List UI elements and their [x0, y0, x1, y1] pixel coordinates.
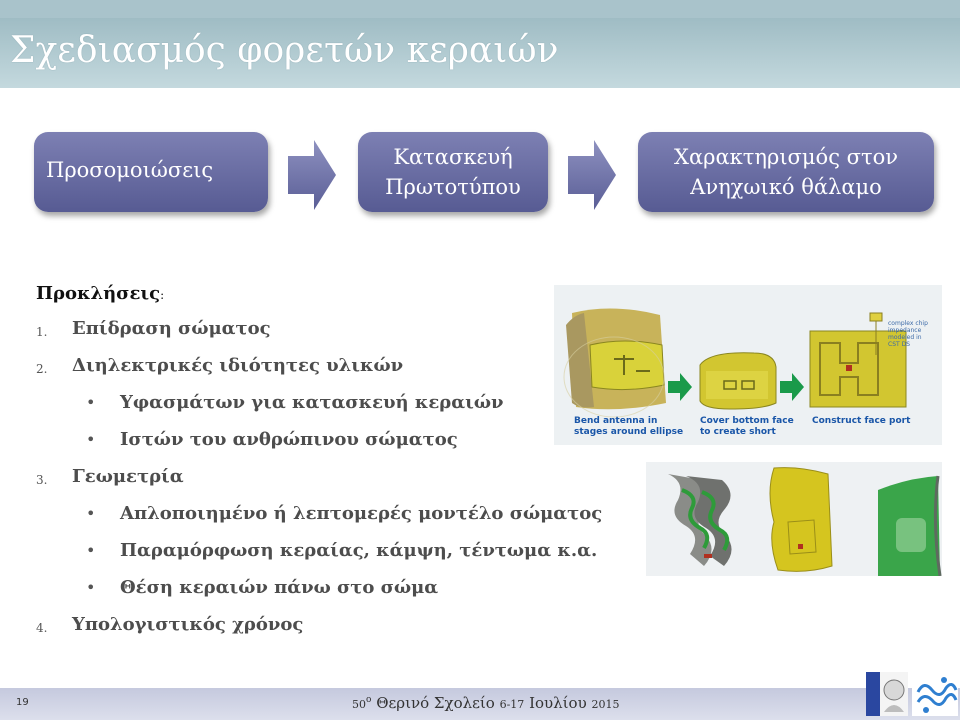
- bullet: •: [86, 430, 96, 449]
- footer-event-text: [352, 694, 620, 712]
- process-step-label: Προσομοιώσεις: [46, 158, 214, 182]
- list-item: Επίδραση σώματος: [72, 318, 271, 339]
- challenges-heading-colon: :: [160, 288, 165, 302]
- bullet: •: [86, 504, 96, 523]
- page-number: 19: [16, 697, 29, 708]
- process-step-label-line2: Ανηχωικό θάλαμο: [690, 175, 882, 199]
- list-item: Υπολογιστικός χρόνος: [72, 614, 304, 635]
- bullet: •: [86, 393, 96, 412]
- process-step-label-line1: Κατασκευή: [393, 145, 513, 169]
- challenges-heading: [36, 283, 164, 304]
- list-subitem: Υφασμάτων για κατασκευή κεραιών: [120, 392, 504, 413]
- antenna-bending-figure: [554, 285, 942, 445]
- stretched-antenna-icon: [770, 468, 832, 572]
- list-number: 2.: [36, 362, 48, 376]
- process-step-label-line1: Χαρακτηρισμός στον: [674, 145, 898, 169]
- bullet: •: [86, 578, 96, 597]
- footer-month: Ιουλίου: [529, 694, 587, 712]
- annotation-text: modeled in: [888, 334, 922, 341]
- annotation-text: CST DS: [888, 341, 910, 348]
- antenna-deformation-figure: [646, 462, 942, 576]
- list-number: 4.: [36, 621, 48, 635]
- list-subitem: Θέση κεραιών πάνω στο σώμα: [120, 577, 439, 598]
- figure-caption: to create short: [700, 427, 776, 437]
- figure-caption: Bend antenna in: [574, 416, 658, 426]
- curved-antenna-icon: [878, 476, 940, 576]
- footer-superscript: ο: [366, 695, 372, 705]
- school-logo-icon: [912, 672, 958, 716]
- list-subitem: Απλοποιημένο ή λεπτομερές μοντέλο σώματος: [120, 503, 603, 524]
- flow-arrow-icon: [568, 140, 618, 210]
- footer-number: 50: [352, 698, 366, 711]
- top-band: [0, 0, 960, 18]
- figure-caption: Cover bottom face: [700, 416, 794, 426]
- list-number: 1.: [36, 325, 48, 339]
- slide-title: Σχεδιασμός φορετών κεραιών: [10, 30, 559, 71]
- process-step-anechoic-chamber: [638, 132, 934, 212]
- list-subitem: Ιστών του ανθρώπινου σώματος: [120, 429, 458, 450]
- challenges-heading-text: Προκλήσεις: [36, 283, 161, 304]
- list-number: 3.: [36, 473, 48, 487]
- footer-school: Θερινό Σχολείο: [376, 694, 495, 712]
- covered-antenna-icon: [700, 353, 776, 409]
- process-step-label-line2: Πρωτοτύπου: [385, 175, 521, 199]
- figure-caption: stages around ellipse: [574, 427, 684, 437]
- figure-caption: Construct face port: [812, 416, 911, 426]
- footer-year: 2015: [591, 698, 620, 711]
- annotation-text: complex chip: [888, 320, 928, 327]
- list-subitem: Παραμόρφωση κεραίας, κάμψη, τέντωμα κ.α.: [120, 540, 598, 561]
- process-step-simulations: [34, 132, 268, 212]
- bent-antenna-icon: [564, 308, 666, 417]
- list-item: Διηλεκτρικές ιδιότητες υλικών: [72, 355, 404, 376]
- university-logo-icon: [866, 672, 908, 716]
- process-step-prototype: [358, 132, 548, 212]
- list-item: Γεωμετρία: [72, 466, 184, 487]
- footer-dates: 6-17: [499, 698, 525, 711]
- bullet: •: [86, 541, 96, 560]
- flow-arrow-icon: [288, 140, 338, 210]
- annotation-text: impedance: [888, 327, 922, 334]
